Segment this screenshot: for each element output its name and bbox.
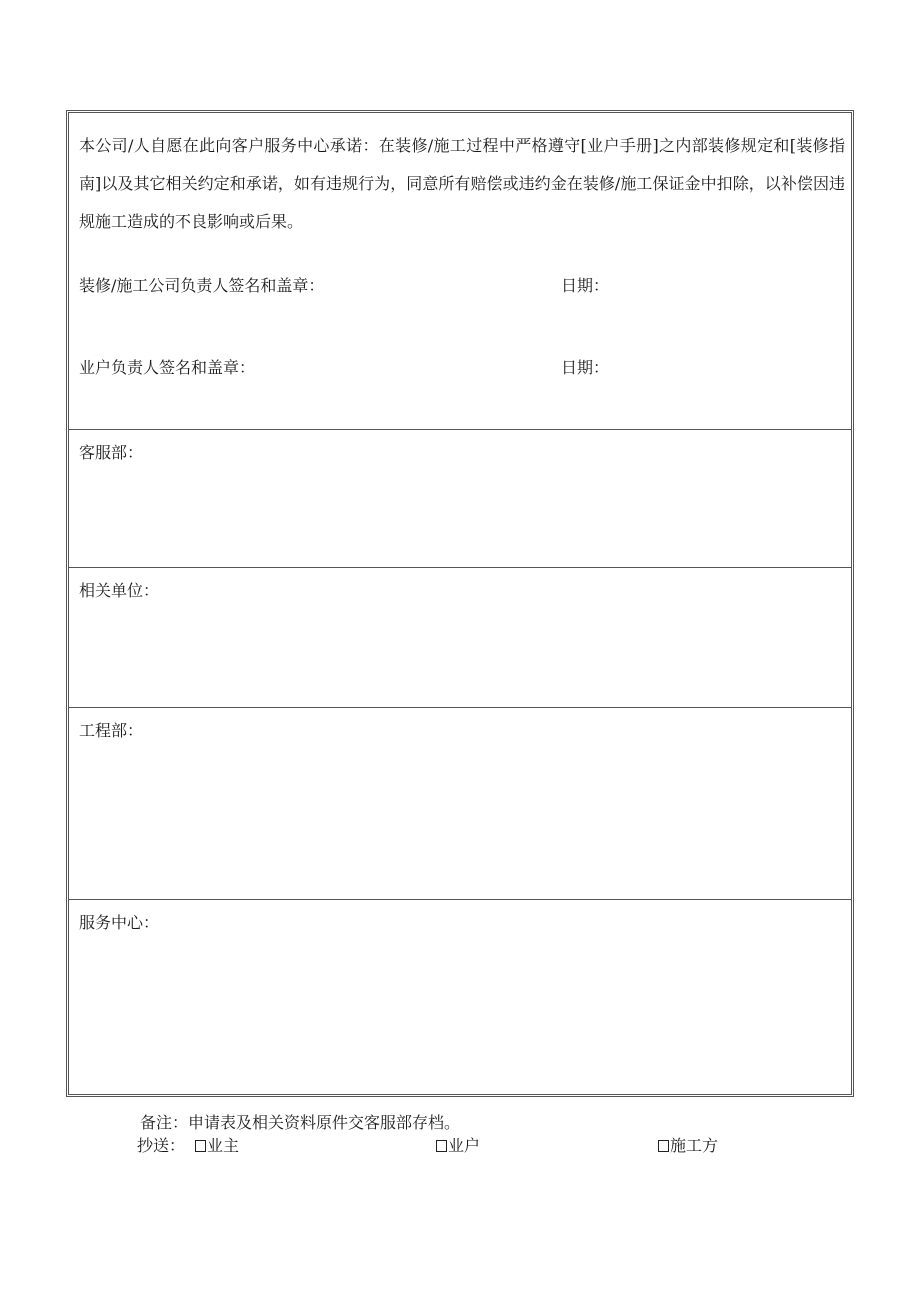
related-units-section <box>69 567 851 707</box>
remark-text: 备注：申请表及相关资料原件交客服部存档。 <box>140 1113 461 1132</box>
engineering-section <box>69 707 851 899</box>
service-center-section <box>69 899 851 1094</box>
customer-service-label: 客服部： <box>79 443 144 462</box>
service-center-label: 服务中心： <box>79 913 160 932</box>
commitment-section <box>69 113 851 429</box>
cc-option-contractor[interactable] <box>658 1133 718 1156</box>
checkbox-icon[interactable] <box>436 1140 447 1152</box>
commitment-form <box>66 110 854 1097</box>
commitment-paragraph: 本公司/人自愿在此向客户服务中心承诺：在装修/施工过程中严格遵守[业户手册]之内部装修规定和[装修指南]以及其它相关约定和承诺，如有违规行为，同意所有赔偿或违约金在装修/施工保证金中扣除，以补偿因违规施工造成的不良影响或后果。 <box>79 136 845 231</box>
cc-option-household[interactable] <box>436 1133 480 1156</box>
contractor-date-label: 日期： <box>561 276 610 295</box>
checkbox-icon[interactable] <box>658 1140 669 1152</box>
checkbox-icon[interactable] <box>195 1140 206 1152</box>
related-units-label: 相关单位： <box>79 581 160 600</box>
owner-sign-label: 业户负责人签名和盖章： <box>79 358 256 377</box>
cc-option-owner[interactable] <box>195 1133 239 1156</box>
engineering-label: 工程部： <box>79 721 144 740</box>
cc-option-household-label: 业户 <box>448 1136 481 1155</box>
cc-option-owner-label: 业主 <box>207 1136 240 1155</box>
customer-service-section <box>69 429 851 567</box>
cc-option-contractor-label: 施工方 <box>670 1136 719 1155</box>
cc-label: 抄送： <box>137 1136 186 1155</box>
contractor-sign-label: 装修/施工公司负责人签名和盖章： <box>79 276 325 295</box>
owner-date-label: 日期： <box>561 358 610 377</box>
